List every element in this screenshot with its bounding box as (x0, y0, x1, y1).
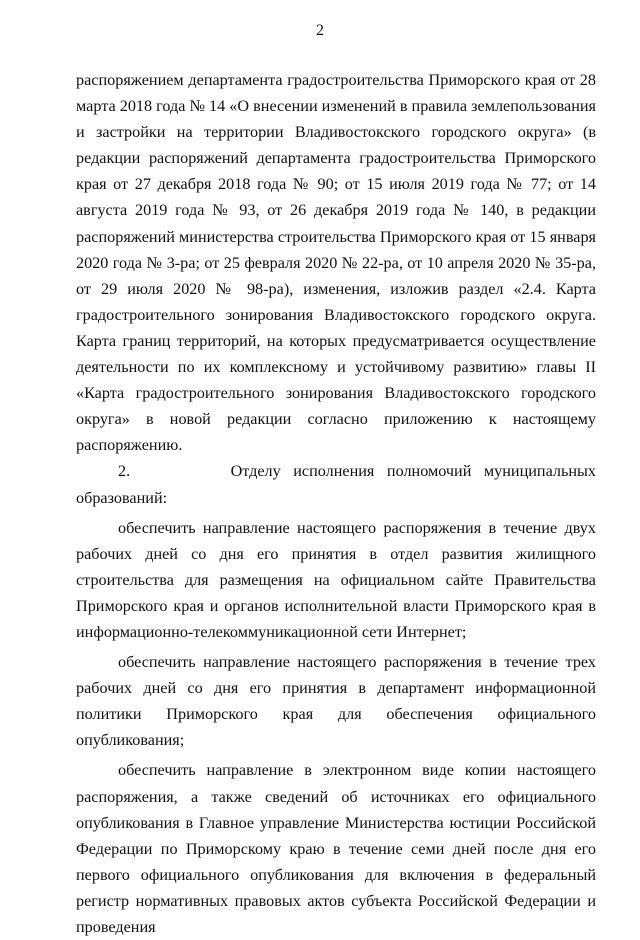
document-body (76, 67, 596, 940)
paragraph-item-2: 2. Отделу исполнения полномочий муниципальных образований: (76, 462, 596, 507)
paragraph-publish-official: обеспечить направление настоящего распоряжения в течение трех рабочих дней со дня его принятия в департамент информационной политики Приморского края для обеспечения официального опубликования; (76, 653, 596, 750)
paragraph-publish-website: обеспечить направление настоящего распоряжения в течение двух рабочих дней со дня его принятия в отдел развития жилищного строительства для размещения на официальном сайте Правительства Приморского края и органов исполнительной власти Приморского края в информационно-телекоммуникационной сети Интернет; (76, 518, 596, 641)
paragraph-amendment-text: распоряжением департамента градостроительства Приморского края от 28 марта 2018 года № 14 «О внесении изменений в правила землепользования и застройки на территории Владивостокского городского округа» (в редакции распоряжений департамента градостроительства Приморского края от 27 декабря 2018 года № 90; от 15 июля 2019 года № 77; от 14 августа 2019 года № 93, от 26 декабря 2019 года № 140, в редакции распоряжений министерства строительства Приморского края от 15 января 2020 года № 3-ра; от 25 февраля 2020 № 22-ра, от 10 апреля 2020 № 35-ра, от 29 июля 2020 № 98-ра), изменения, изложив раздел «2.4. Карта градостроительного зонирования Владивостокского городского округа. Карта границ территорий, на которых предусматривается осуществление деятельности по их комплексному и устойчивому развитию» главы II «Карта градостроительного зонирования Владивостокского городского округа» в новой редакции согласно приложению к настоящему распоряжению. (76, 71, 596, 455)
paragraph-send-ministry-justice: обеспечить направление в электронном виде копии настоящего распоряжения, а также сведений об источниках его официального опубликования в Главное управление Министерства юстиции Российской Федерации по Приморскому краю в течение семи дней после дня его первого официального опубликования для включения в федеральный регистр нормативных правовых актов субъекта Российской Федерации и проведения (76, 761, 596, 936)
page-number: 2 (316, 22, 324, 39)
